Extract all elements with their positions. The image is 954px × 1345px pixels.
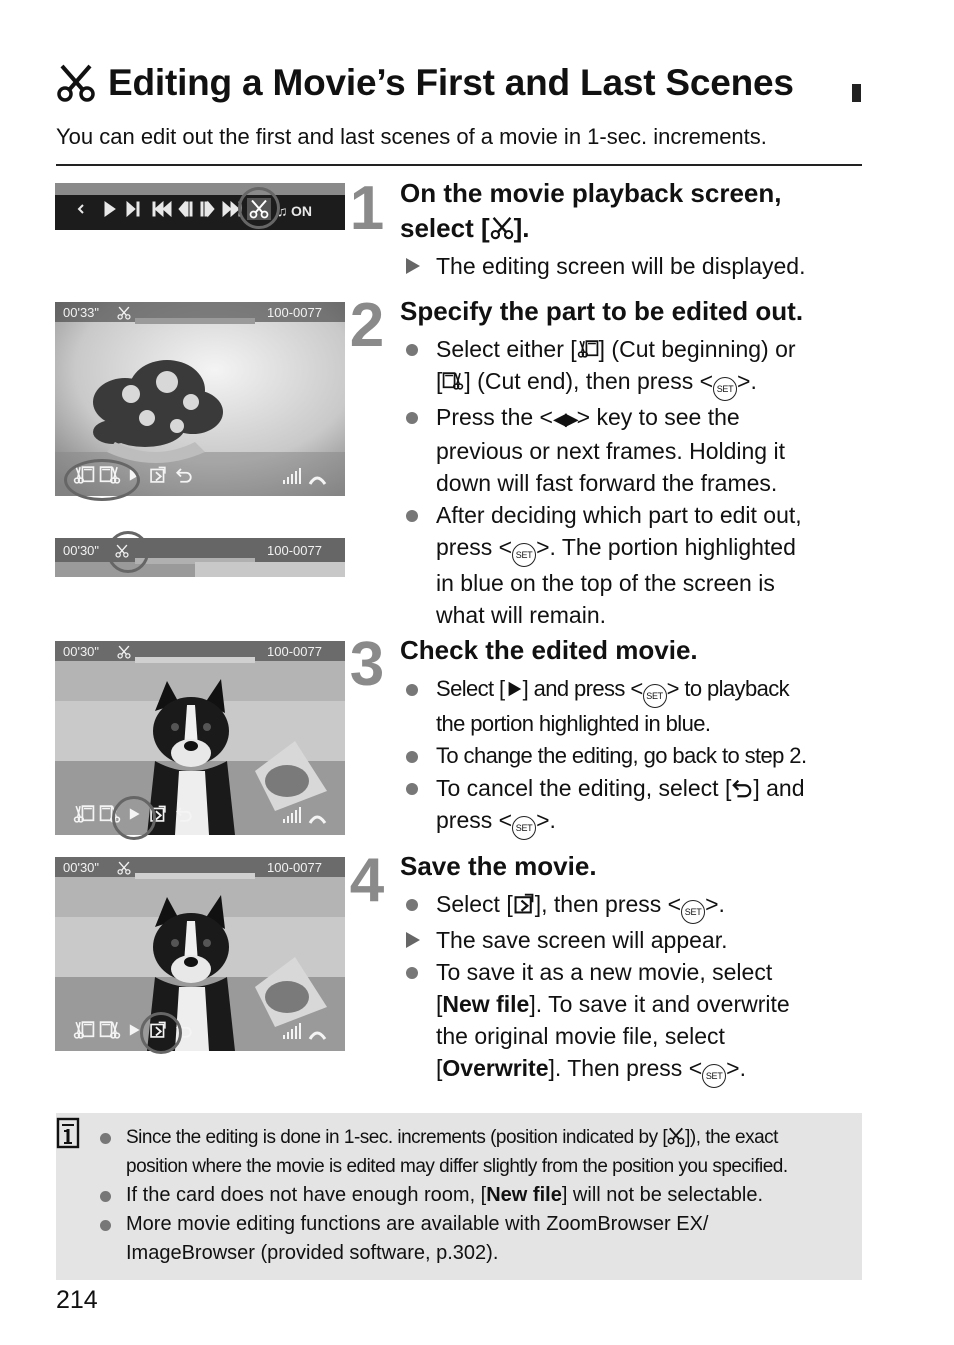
file-number: 100-0077 [267, 644, 322, 659]
file-number: 100-0077 [267, 305, 322, 320]
header-divider [56, 164, 862, 166]
set-button-icon: SET [512, 816, 536, 840]
set-button-icon: SET [512, 543, 536, 567]
list-item: To change the editing, go back to step 2. [400, 740, 870, 772]
playback-toolbar [55, 183, 345, 230]
result-arrow-icon [406, 932, 420, 948]
left-right-arrow-icon: ◀▶ [552, 409, 577, 429]
step-title: Specify the part to be edited out. [400, 296, 804, 326]
step-instructions [400, 333, 870, 631]
list-item: Select either [ ] (Cut beginning) or [ ] (Cut end), then press < SET >. [400, 333, 870, 401]
list-item: To save it as a new movie, select [New file]. To save it and overwrite the original movie file, select [Overwrite]. Then press < SET >. [400, 956, 870, 1088]
edit-screen-dog-save [55, 857, 345, 1051]
play-icon [505, 680, 523, 698]
step-title-line: select [ ]. [400, 213, 530, 243]
step-number: 2 [349, 291, 385, 360]
result-arrow-icon [406, 258, 420, 274]
list-item: The save screen will appear. [400, 924, 870, 956]
highlight-ring [112, 796, 156, 840]
set-button-icon: SET [681, 900, 705, 924]
save-icon [513, 893, 535, 915]
cut-beginning-icon [577, 338, 599, 360]
edit-screen-dog-play [55, 641, 345, 835]
step-result: The editing screen will be displayed. [400, 250, 870, 282]
timecode: 00'30" [63, 543, 100, 558]
list-item: After deciding which part to edit out, press < SET >. The portion highlighted in blue on the top of the screen is what will remain. [400, 499, 870, 631]
edit-screen-top-bar [55, 538, 345, 577]
step-title: Check the edited movie. [400, 635, 698, 665]
file-number: 100-0077 [267, 860, 322, 875]
music-on-label: ON [291, 203, 312, 219]
timecode: 00'30" [63, 644, 100, 659]
step-instructions [400, 673, 870, 840]
step-title-line: On the movie playback screen, [400, 178, 782, 208]
return-icon [731, 777, 753, 799]
list-item: More movie editing functions are available with ZoomBrowser EX/ ImageBrowser (provided software, p.302). [56, 1210, 862, 1268]
page-number: 214 [56, 1286, 98, 1314]
highlight-ring [64, 459, 140, 501]
intro-text: You can edit out the first and last scenes of a movie in 1-sec. increments. [56, 124, 767, 149]
list-item: Select [ ], then press < SET >. [400, 888, 870, 924]
list-item: To cancel the editing, select [ ] and press < SET >. [400, 772, 870, 840]
file-number: 100-0077 [267, 543, 322, 558]
timecode: 00'33" [63, 305, 100, 320]
set-button-icon: SET [713, 377, 737, 401]
list-item: If the card does not have enough room, [New file] will not be selectable. [56, 1181, 862, 1210]
scissors-icon [56, 63, 96, 103]
step-number: 4 [349, 846, 385, 915]
page-title-text: Editing a Movie’s First and Last Scenes [108, 62, 794, 103]
set-button-icon: SET [643, 684, 667, 708]
list-item: Select [ ] and press < SET > to playback the portion highlighted in blue. [400, 673, 870, 740]
playback-toolbar-screenshot [55, 183, 345, 230]
highlight-ring [107, 531, 149, 573]
step-number: 3 [349, 630, 385, 699]
svg-text:♫: ♫ [277, 203, 288, 219]
page-title [56, 62, 794, 104]
list-item: Since the editing is done in 1-sec. increments (position indicated by [ ]), the exact position where the movie is edited may differ slightly from the position you specified. [56, 1123, 862, 1181]
title-mark [852, 84, 861, 102]
step-title: Save the movie. [400, 851, 597, 881]
set-button-icon: SET [702, 1064, 726, 1088]
scissors-icon [490, 216, 514, 240]
timecode: 00'30" [63, 860, 100, 875]
notes-box [56, 1113, 862, 1280]
step-instructions [400, 888, 870, 1088]
highlight-ring [238, 187, 280, 229]
highlight-ring [140, 1012, 182, 1054]
scissors-icon [667, 1127, 685, 1145]
cut-end-icon [442, 370, 464, 392]
step-number: 1 [349, 174, 385, 243]
list-item: Press the <◀▶> key to see the previous or next frames. Holding it down will fast forward the frames. [400, 401, 870, 499]
step-title [400, 176, 860, 246]
